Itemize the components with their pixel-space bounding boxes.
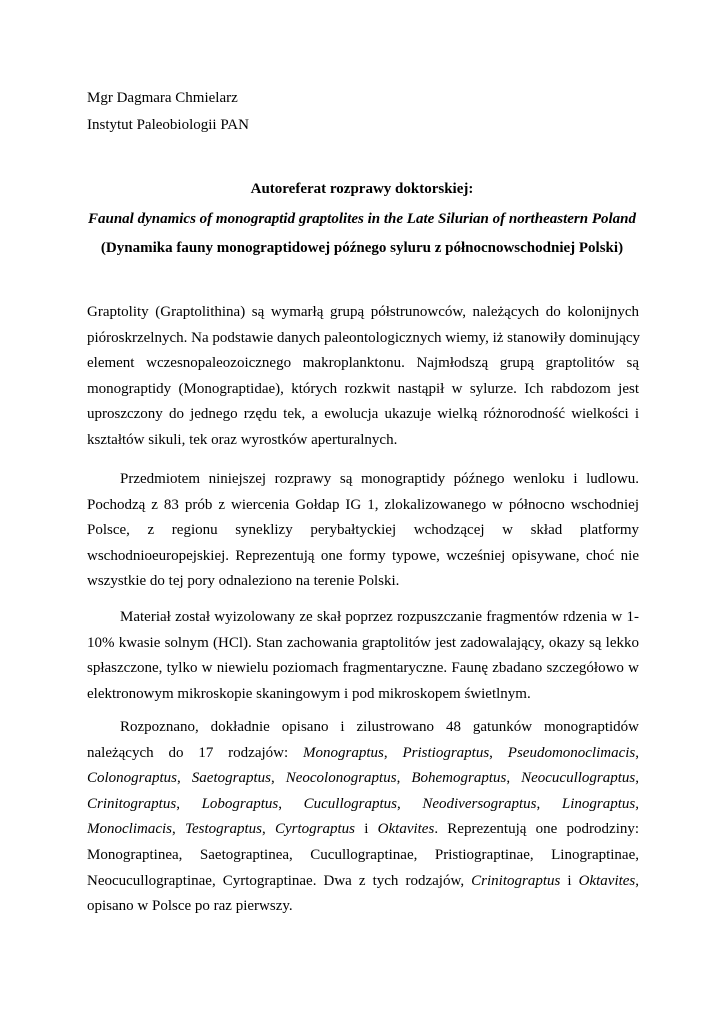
text-line: monograptidy (Monograptidae), których rozkwit nastąpił w sylurze. Ich rabdozom jest <box>87 380 639 397</box>
text-line: Rozpoznano, dokładnie opisano i zilustrowano 48 gatunków monograptidów <box>120 719 639 735</box>
text-line: element wczesnopaleozoicznego makroplanktonu. Najmłodszą grupą graptolitów są <box>87 355 639 372</box>
text-line: Monoclimacis, Testograptus, Cyrtograptus i Oktavites. Reprezentują one podrodziny: <box>87 821 640 838</box>
genus-name: Pristiograptus <box>402 744 490 761</box>
genus-name: Oktavites <box>578 872 636 889</box>
text-line: Colonograptus, Saetograptus, Neocolonograptus, Bohemograptus, Neocucullograptus, <box>87 770 639 787</box>
text-fragment: i <box>364 821 369 838</box>
genus-name: Pseudomonoclimacis <box>507 744 636 761</box>
text-line: 10% kwasie solnym (HCl). Stan zachowania graptolitów jest zadowalający, okazy są lekko <box>87 634 639 651</box>
paragraph-4 <box>87 715 639 920</box>
text-fragment: Neocucullograptinae, Cyrtograptinae. Dwa z tych rodzajów, <box>87 872 465 889</box>
genus-name: Colonograptus <box>87 770 178 787</box>
text-line: Graptolity (Graptolithina) są wymarłą grupą półstrunowców, należących do kolonijnych <box>87 304 639 320</box>
genus-name: Lobograptus <box>201 795 279 812</box>
author-name: Mgr Dagmara Chmielarz <box>87 90 238 106</box>
genus-name: Neocolonograptus <box>285 770 397 787</box>
text-line: Crinitograptus, Lobograptus, Cucullograptus, Neodiversograptus, Linograptus, <box>87 795 639 812</box>
text-line: wschodnioeuropejskiej. Reprezentują one formy typowe, wcześniej opisywane, choć nie <box>87 547 639 564</box>
text-fragment: . Reprezentują one podrodziny: <box>434 821 640 838</box>
text-line: Pochodzą z 83 prób z wiercenia Gołdap IG 1, zlokalizowanego w północno wschodniej <box>87 496 639 513</box>
thesis-title-polish: (Dynamika fauny monograptidowej późnego syluru z północnowschodniej Polski) <box>100 240 624 256</box>
genus-name: Testograptus <box>184 821 262 838</box>
text-line: kształtów sikuli, tek oraz wyrostków aperturalnych. <box>87 431 398 448</box>
text-line: Polsce, z regionu syneklizy perybałtyckiej wchodzącej w skład platformy <box>87 522 639 539</box>
thesis-title-english: Faunal dynamics of monograptid graptolites in the Late Silurian of northeastern Poland <box>87 211 636 227</box>
genus-name: Crinitograptus <box>471 872 561 889</box>
text-fragment: należących do 17 rodzajów: <box>87 744 289 761</box>
paragraph-3 <box>87 605 639 707</box>
genus-name: Monograptus <box>303 744 384 761</box>
genus-name: Oktavites <box>377 821 435 838</box>
text-line: wszystkie do tej pory odnaleziono na terenie Polski. <box>87 573 400 590</box>
genus-name: Cucullograptus <box>303 795 397 812</box>
text-line: Monograptinea, Saetograptinea, Cucullograptinae, Pristiograptinae, Linograptinae, <box>87 846 639 863</box>
text-line: elektronowym mikroskopie skaningowym i pod mikroskopem świetlnym. <box>87 685 531 702</box>
text-line: spłaszczone, tylko w niewielu poziomach fragmentaryczne. Faunę zbadano szczegółowo w <box>87 660 639 677</box>
text-line: Materiał został wyizolowany ze skał poprzez rozpuszczanie fragmentów rdzenia w 1- <box>120 609 639 625</box>
text-line: należących do 17 rodzajów: Monograptus, Pristiograptus, Pseudomonoclimacis, <box>87 744 640 761</box>
genus-name: Saetograptus <box>191 770 271 787</box>
text-line: Przedmiotem niniejszej rozprawy są monograptidy późnego wenloku i ludlowu. <box>120 471 639 487</box>
genus-name: Monoclimacis <box>87 821 172 838</box>
paragraph-2 <box>87 467 639 595</box>
document-heading: Autoreferat rozprawy doktorskiej: <box>250 181 474 197</box>
text-line: opisano w Polsce po raz pierwszy. <box>87 898 293 915</box>
author-institute: Instytut Paleobiologii PAN <box>87 117 249 133</box>
text-fragment: i <box>567 872 572 889</box>
paragraph-1 <box>87 300 639 454</box>
genus-name: Linograptus <box>561 795 636 812</box>
genus-name: Bohemograptus <box>411 770 507 787</box>
text-line: pióroskrzelnych. Na podstawie danych paleontologicznych wiemy, iż stanowiły dominujący <box>87 329 641 346</box>
genus-name: Neodiversograptus <box>422 795 537 812</box>
genus-name: Cyrtograptus <box>274 821 355 838</box>
genus-name: Crinitograptus <box>87 795 177 812</box>
text-line: Neocucullograptinae, Cyrtograptinae. Dwa z tych rodzajów, Crinitograptus i Oktavites, <box>87 872 640 889</box>
genus-name: Neocucullograptus <box>521 770 636 787</box>
text-line: uproszczony do jednego rzędu tek, a ewolucja ukazuje wielką różnorodność wielkości i <box>87 406 639 423</box>
